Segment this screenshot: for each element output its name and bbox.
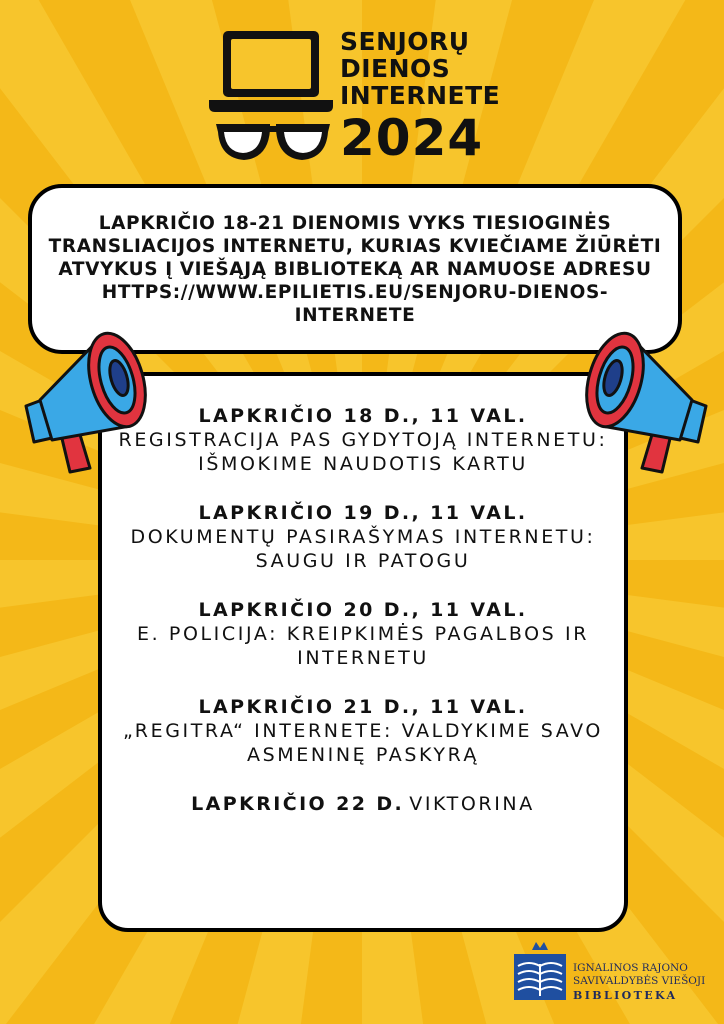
event-date: LAPKRIČIO 19 D., 11 VAL. (198, 502, 528, 524)
schedule-event (102, 501, 624, 573)
event-date: LAPKRIČIO 22 D. (191, 793, 405, 815)
megaphone-icon (574, 318, 714, 478)
laptop-icon (209, 28, 333, 114)
schedule-event (102, 598, 624, 670)
schedule-box (98, 372, 628, 932)
event-title: VIKTORINA (409, 793, 535, 815)
event-title: E. POLICIJA: KREIPKIMĖS PAGALBOS IR INTERNETU (137, 623, 589, 669)
event-title: „REGITRA“ INTERNETE: VALDYKIME SAVO ASMENINĘ PASKYRĄ (123, 720, 603, 766)
glasses-icon (214, 120, 332, 164)
event-date: LAPKRIČIO 21 D., 11 VAL. (198, 696, 528, 718)
library-name-line-1: IGNALINOS RAJONO (573, 962, 688, 974)
logo-year: 2024 (340, 109, 484, 167)
announcement-text: LAPKRIČIO 18-21 DIENOMIS VYKS TIESIOGINĖS TRANSLIACIJOS INTERNETU, KURIAS KVIEČIAME ŽIŪRĖTI ATVYKUS Į VIEŠĄJĄ BIBLIOTEKĄ AR NAMUOSE ADRESU HTTPS://WWW.EPILIETIS.EU/SENJORU-DIENOS-INTERNETE (48, 212, 662, 326)
event-date: LAPKRIČIO 20 D., 11 VAL. (198, 599, 528, 621)
library-name-line-2: SAVIVALDYBĖS VIEŠOJI (573, 975, 706, 987)
event-title: DOKUMENTŲ PASIRAŠYMAS INTERNETU: SAUGU IR PATOGU (130, 526, 596, 572)
megaphone-icon (18, 318, 158, 478)
open-book-crown-icon (512, 940, 568, 1002)
schedule-event (102, 695, 624, 767)
event-title: REGISTRACIJA PAS GYDYTOJĄ INTERNETU: IŠMOKIME NAUDOTIS KARTU (118, 429, 608, 475)
library-name-line-3: BIBLIOTEKA (573, 989, 678, 1002)
event-date: LAPKRIČIO 18 D., 11 VAL. (198, 405, 528, 427)
logo-title-line-3: INTERNETE (340, 81, 501, 110)
logo-title-line-1: SENJORŲ (340, 27, 470, 56)
logo-title-line-2: DIENOS (340, 54, 451, 83)
schedule-event (102, 404, 624, 476)
schedule-event (102, 792, 624, 816)
